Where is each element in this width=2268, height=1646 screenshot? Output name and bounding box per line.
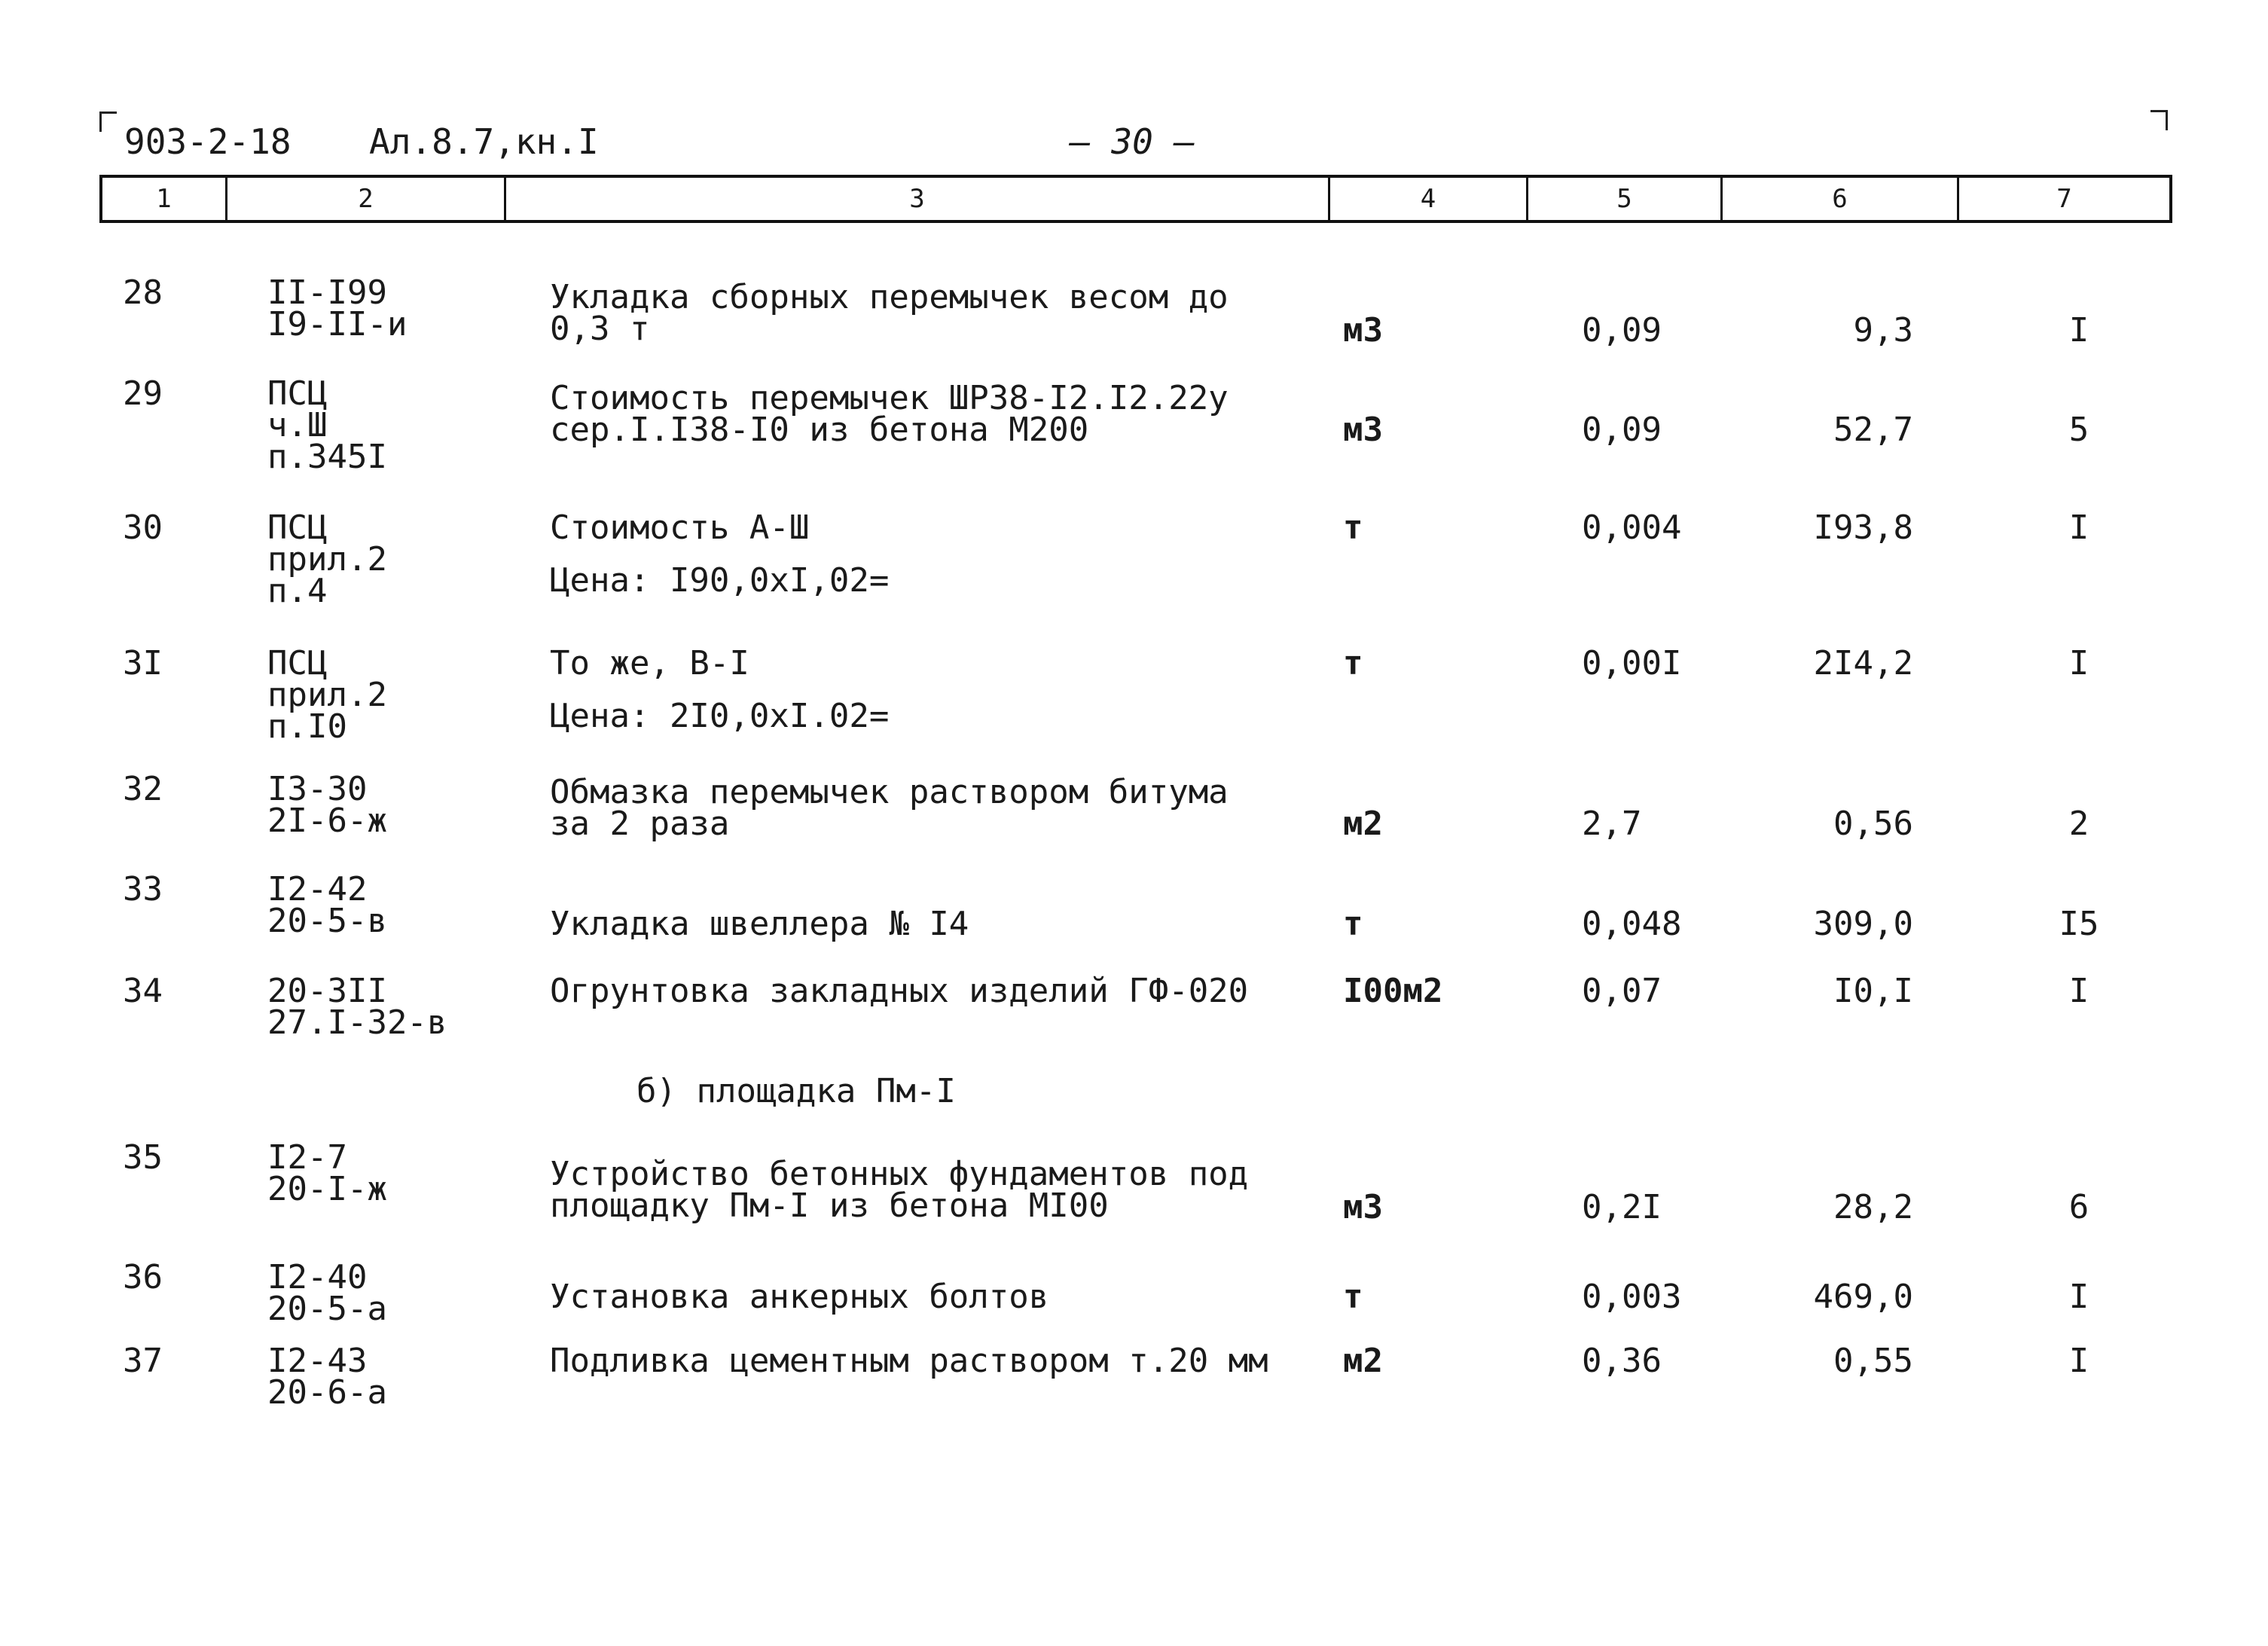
row-unit: м2 [1343,1342,1383,1380]
row-price: 309,0 [1813,905,1913,943]
row-price: 469,0 [1813,1278,1913,1316]
column-header-5: 5 [1528,178,1723,220]
row-number: 29 [123,374,163,413]
row-quantity: 0,00I [1582,644,1682,683]
row-code: 20-3II 27.I-32-в [267,972,447,1042]
row-code: I2-7 20-I-ж [267,1138,387,1208]
row-quantity: 2,7 [1582,805,1642,843]
row-unit: т [1343,508,1363,547]
row-quantity: 0,09 [1582,311,1662,350]
table-column-header [99,175,2172,223]
column-header-7: 7 [2056,184,2072,214]
row-code: I2-40 20-5-а [267,1258,387,1328]
row-unit: I00м2 [1343,972,1443,1010]
row-number: 35 [123,1138,163,1177]
row-description: Укладка сборных перемычек весом до 0,3 т [550,278,1229,348]
row-description: Стоимость перемычек ШР38-I2.I2.22у сер.I.I38-I0 из бетона М200 [550,379,1229,449]
row-description: Укладка швеллера № I4 [550,905,969,943]
row-number: 28 [123,273,163,312]
row-price: 0,55 [1833,1342,1913,1380]
row-code: I2-42 20-5-в [267,870,387,940]
row-price: 2I4,2 [1813,644,1913,683]
album-reference: Ал.8.7,кн.I [369,121,599,162]
row-description: Установка анкерных болтов [550,1278,1049,1316]
corner-mark-top-right [2150,110,2168,130]
row-code: ПСЦ прил.2 п.I0 [267,644,387,746]
row-number: 30 [123,508,163,547]
row-unit: м3 [1343,311,1383,350]
row-number: 37 [123,1342,163,1380]
row-quantity: 0,09 [1582,411,1662,449]
row-quantity: 0,048 [1582,905,1682,943]
row-count: I [2068,644,2089,683]
row-number: 32 [123,770,163,808]
row-unit: м2 [1343,805,1383,843]
page-number: — 30 — [1070,121,1195,162]
corner-mark-top-left [99,111,117,132]
column-header-1: 1 [102,178,227,220]
row-count: I [2068,1278,2089,1316]
row-code: ПСЦ прил.2 п.4 [267,508,387,610]
row-description: То же, В-I [550,644,749,683]
row-unit: т [1343,905,1363,943]
row-unit: м3 [1343,1188,1383,1226]
row-quantity: 0,36 [1582,1342,1662,1380]
document-code: 903-2-18 [124,121,292,162]
column-header-4: 4 [1330,178,1528,220]
row-price-note: Цена: I90,0хI,02= [550,561,890,600]
row-price: I0,I [1833,972,1913,1010]
column-header-3: 3 [506,178,1330,220]
row-description: Огрунтовка закладных изделий ГФ-020 [550,972,1249,1010]
row-number: 3I [123,644,163,683]
row-description: Обмазка перемычек раствором битума за 2 раза [550,773,1229,843]
row-unit: т [1343,1278,1363,1316]
row-description: Стоимость А-Ш [550,508,810,547]
row-quantity: 0,003 [1582,1278,1682,1316]
row-count: 5 [2068,411,2089,449]
row-price: 0,56 [1833,805,1913,843]
row-price-note: Цена: 2I0,0хI.02= [550,697,890,735]
row-price: I93,8 [1813,508,1913,547]
row-unit: м3 [1343,411,1383,449]
row-count: I5 [2059,905,2099,943]
row-price: 28,2 [1833,1188,1913,1226]
row-unit: т [1343,644,1363,683]
row-count: I [2068,1342,2089,1380]
row-quantity: 0,2I [1582,1188,1662,1226]
row-description: Устройство бетонных фундаментов под площадку Пм-I из бетона МI00 [550,1155,1249,1225]
row-code: ПСЦ ч.Ш п.345I [267,374,387,476]
row-quantity: 0,004 [1582,508,1682,547]
column-header-6: 6 [1723,178,1959,220]
row-count: 6 [2068,1188,2089,1226]
row-code: I3-30 2I-6-ж [267,770,387,840]
row-quantity: 0,07 [1582,972,1662,1010]
row-count: I [2068,508,2089,547]
row-price: 9,3 [1853,311,1913,350]
row-price: 52,7 [1833,411,1913,449]
row-description: Подливка цементным раствором т.20 мм [550,1342,1268,1380]
row-count: I [2068,972,2089,1010]
row-code: I2-43 20-6-а [267,1342,387,1412]
row-number: 33 [123,870,163,909]
section-title: б) площадка Пм-I [636,1072,956,1110]
row-number: 36 [123,1258,163,1296]
row-count: 2 [2068,805,2089,843]
row-count: I [2068,311,2089,350]
row-code: II-I99 I9-II-и [267,273,408,344]
column-header-2: 2 [227,178,506,220]
row-number: 34 [123,972,163,1010]
